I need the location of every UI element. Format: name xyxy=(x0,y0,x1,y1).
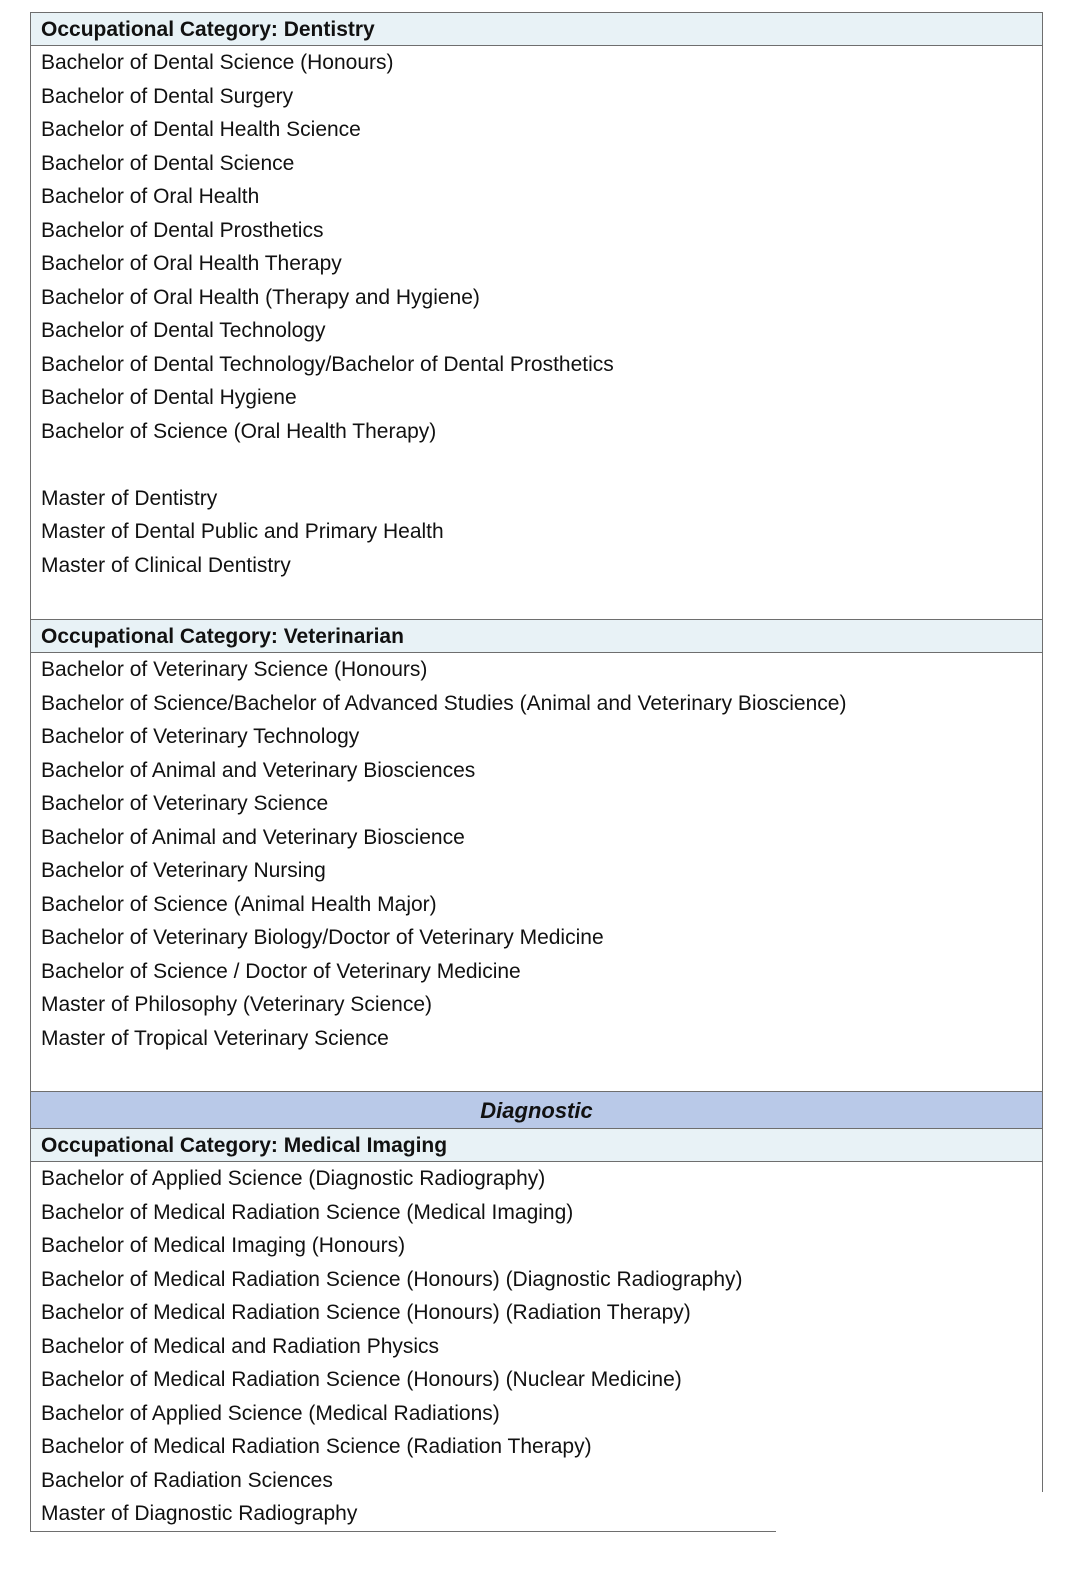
list-item: Bachelor of Dental Technology xyxy=(41,319,326,342)
qualifications-table xyxy=(30,12,1043,1532)
group-header-diagnostic: Diagnostic xyxy=(31,1092,1042,1129)
spacer xyxy=(31,582,1042,619)
list-item: Bachelor of Medical Radiation Science (Honours) (Diagnostic Radiography) xyxy=(41,1267,743,1291)
list-item: Bachelor of Medical Radiation Science (Honours) (Nuclear Medicine) xyxy=(41,1368,682,1391)
section-medical-imaging xyxy=(31,1162,1042,1532)
list-item: Bachelor of Oral Health (Therapy and Hygiene) xyxy=(41,285,480,309)
list-item: Master of Dental Public and Primary Health xyxy=(41,520,444,543)
list-item: Master of Diagnostic Radiography xyxy=(41,1502,358,1525)
list-item: Bachelor of Medical Radiation Science (Honours) (Radiation Therapy) xyxy=(41,1301,691,1324)
list-item: Bachelor of Dental Science xyxy=(41,151,295,175)
list-item: Bachelor of Science (Oral Health Therapy) xyxy=(41,419,437,443)
section-dentistry xyxy=(31,46,1042,620)
list-item: Bachelor of Medical Imaging (Honours) xyxy=(41,1234,406,1257)
list-item: Bachelor of Dental Science (Honours) xyxy=(41,51,394,74)
list-item: Bachelor of Veterinary Nursing xyxy=(41,859,326,882)
list-item: Bachelor of Veterinary Biology/Doctor of Veterinary Medicine xyxy=(41,926,604,949)
section-veterinarian xyxy=(31,653,1042,1092)
list-item: Bachelor of Medical Radiation Science (Medical Imaging) xyxy=(41,1200,574,1224)
list-item: Bachelor of Oral Health xyxy=(41,185,260,208)
list-item: Bachelor of Dental Technology/Bachelor of Dental Prosthetics xyxy=(41,352,614,376)
list-item: Bachelor of Radiation Sciences xyxy=(41,1468,333,1492)
border-gap xyxy=(1041,1492,1044,1532)
list-item: Bachelor of Dental Health Science xyxy=(41,118,361,141)
list-item: Bachelor of Science (Animal Health Major) xyxy=(41,892,437,916)
list-item: Bachelor of Veterinary Technology xyxy=(41,725,360,748)
list-item: Bachelor of Dental Prosthetics xyxy=(41,218,324,242)
list-item: Bachelor of Applied Science (Diagnostic Radiography) xyxy=(41,1167,546,1190)
category-header-medical-imaging: Occupational Category: Medical Imaging xyxy=(31,1129,1042,1162)
list-item: Bachelor of Dental Surgery xyxy=(41,84,294,108)
spacer xyxy=(31,448,1042,482)
list-item: Bachelor of Veterinary Science (Honours) xyxy=(41,658,428,681)
list-item: Bachelor of Medical Radiation Science (Radiation Therapy) xyxy=(41,1435,592,1458)
list-item: Bachelor of Veterinary Science xyxy=(41,792,329,815)
list-item: Bachelor of Dental Hygiene xyxy=(41,386,297,409)
list-item: Master of Tropical Veterinary Science xyxy=(41,1026,389,1050)
list-item: Bachelor of Science / Doctor of Veterinary Medicine xyxy=(41,959,521,983)
list-item: Bachelor of Animal and Veterinary Biosciences xyxy=(41,758,476,782)
spacer xyxy=(31,1055,1042,1091)
category-header-dentistry: Occupational Category: Dentistry xyxy=(31,13,1042,46)
list-item: Bachelor of Medical and Radiation Physics xyxy=(41,1334,440,1358)
list-item: Master of Philosophy (Veterinary Science) xyxy=(41,993,433,1016)
list-item: Bachelor of Animal and Veterinary Bioscience xyxy=(41,825,465,849)
list-item: Master of Dentistry xyxy=(41,486,218,510)
list-item: Master of Clinical Dentistry xyxy=(41,553,291,577)
category-header-veterinarian: Occupational Category: Veterinarian xyxy=(31,620,1042,653)
table-bottom-border xyxy=(31,1531,776,1532)
list-item: Bachelor of Science/Bachelor of Advanced Studies (Animal and Veterinary Bioscience) xyxy=(41,691,847,715)
list-item: Bachelor of Applied Science (Medical Radiations) xyxy=(41,1401,500,1425)
list-item: Bachelor of Oral Health Therapy xyxy=(41,252,342,275)
